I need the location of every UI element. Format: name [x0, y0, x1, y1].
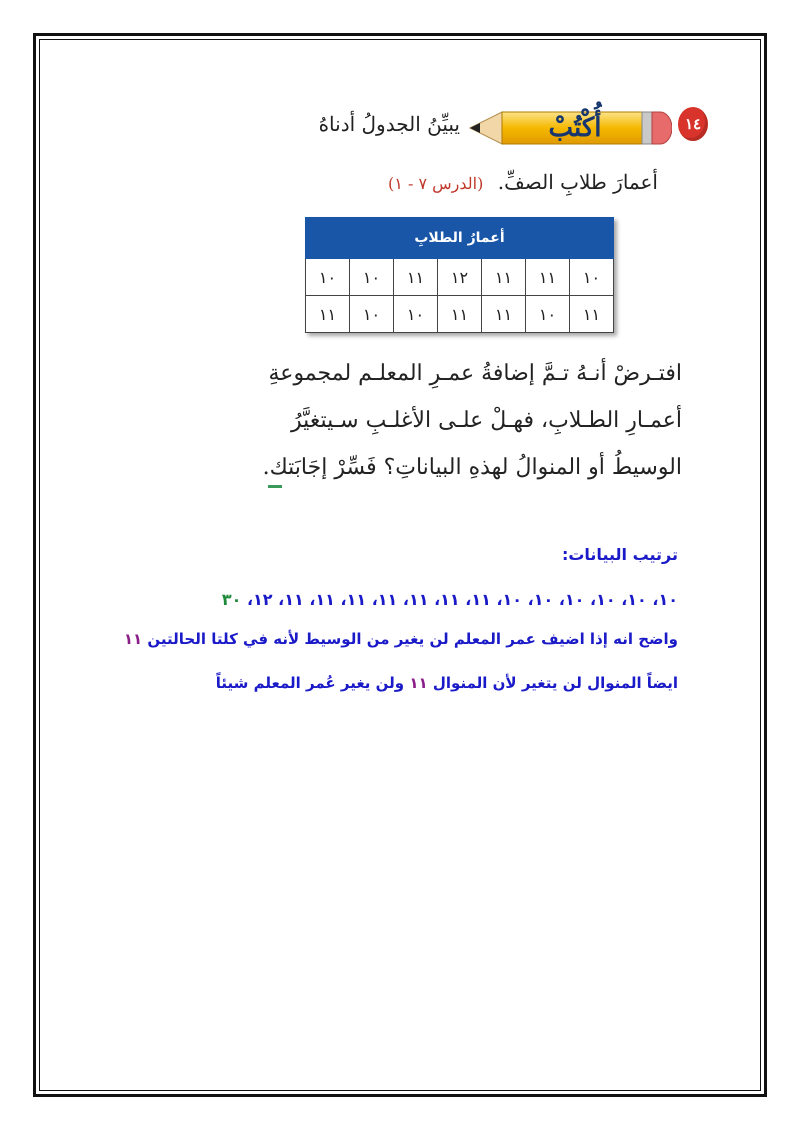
table-cell: ١٠: [350, 259, 394, 296]
table-cell: ١١: [482, 259, 526, 296]
mode-text-pre: ايضاً المنوال لن يتغير لأن المنوال: [432, 674, 678, 692]
prompt-line-1: يبيِّنُ الجدولُ أدناهُ: [318, 112, 460, 136]
median-value: ١١: [123, 630, 143, 648]
question-line: أعمـارِ الطـلابِ، فهـلْ علـى الأغلـبِ سـيتغيَّرُ: [291, 408, 682, 433]
table-cell: ١١: [482, 296, 526, 333]
table-row: [306, 296, 614, 333]
question-line: افتـرضْ أنـهُ تـمَّ إضافةُ عمـرِ المعلـم لمجموعةِ: [268, 361, 682, 386]
sorted-data-line: [222, 590, 678, 609]
median-text: واضح انه إذا اضيف عمر المعلم لن يغير من الوسيط لأنه في كلتا الحالتين: [147, 630, 678, 648]
answer-heading: ترتيب البيانات:: [561, 545, 678, 564]
write-badge-label: أُكْتُبْ: [548, 113, 602, 143]
mode-explanation: [216, 674, 678, 692]
sorted-values: ١٠، ١٠، ١٠، ١٠، ١٠، ١٠، ١١، ١١، ١١، ١١، ١١، ١١، ١١، ١٢،: [241, 590, 678, 609]
prompt-text: أعمارَ طلابِ الصفِّ.: [497, 170, 658, 194]
teacher-age-value: ٣٠: [221, 590, 242, 609]
table-cell: ١٠: [394, 296, 438, 333]
table-cell: ١٠: [526, 296, 570, 333]
table-cell: ١٠: [306, 259, 350, 296]
question-body: [262, 350, 682, 491]
lesson-reference: (الدرس ٧ - ١): [388, 174, 484, 193]
table-row: [306, 259, 614, 296]
table-cell: ١١: [526, 259, 570, 296]
prompt-line-2: [300, 170, 658, 194]
page-border-inner: [39, 39, 761, 1091]
table-cell: ١٠: [350, 296, 394, 333]
table-cell: ١١: [570, 296, 614, 333]
median-explanation: [124, 630, 678, 648]
table-cell: ١٠: [570, 259, 614, 296]
table-cell: ١١: [306, 296, 350, 333]
mode-value: ١١: [409, 674, 428, 692]
decorative-mark: [268, 485, 282, 488]
student-ages-table: [305, 217, 614, 333]
question-number-badge: ١٤: [678, 107, 708, 141]
table-cell: ١١: [438, 296, 482, 333]
question-line: الوسيطُ أو المنوالُ لهذهِ البياناتِ؟ فَسِّرْ إجَابَتك.: [262, 455, 682, 480]
mode-text-post: ولن يغير عُمر المعلم شيئاً: [215, 674, 405, 692]
table-header: أعمارُ الطلابِ: [306, 218, 614, 259]
table-cell: ١٢: [438, 259, 482, 296]
table-cell: ١١: [394, 259, 438, 296]
